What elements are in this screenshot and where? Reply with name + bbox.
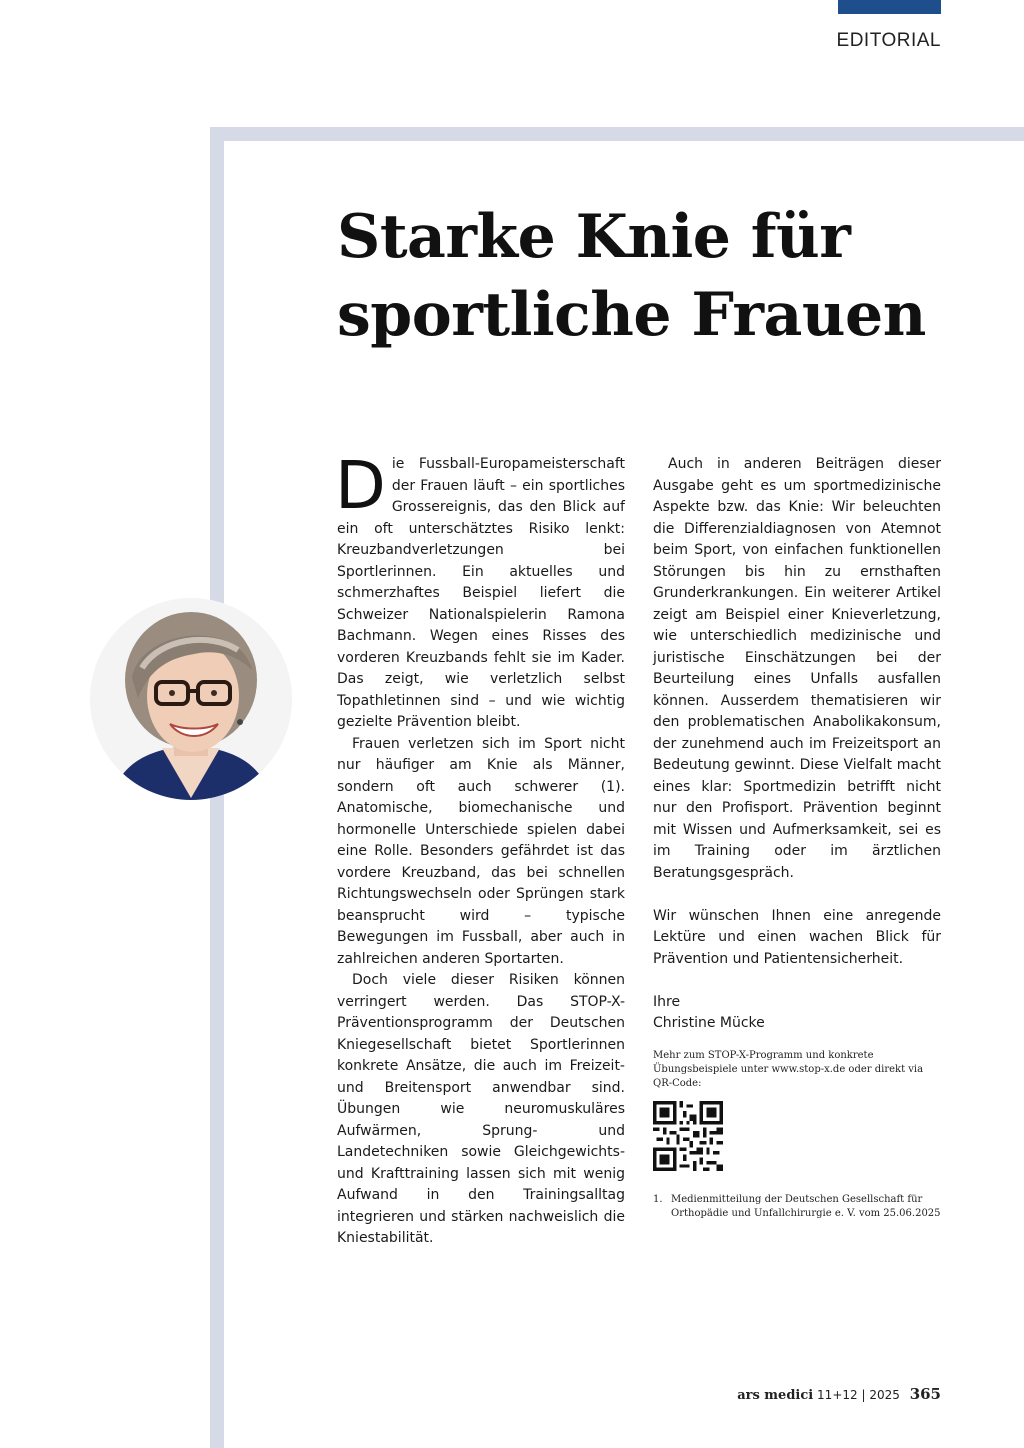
paragraph-4: Auch in anderen Beiträgen dieser Ausgabe geht es um sportmedizinische Aspekte bzw. das Knie: Wir beleuchten die Differenzialdiagnosen von Atemnot beim Sport, von einfachen funktionellen Störungen bis hin zu ernsthaften Grunderkrankungen. Ein weiterer Artikel zeigt am Beispiel einer Knieverletzung, wie unterschiedlich medizinische und juristische Einschätzungen bei der Beurteilung eines Unfalls ausfallen können. Ausserdem thematisieren wir den problematischen Anabolikakonsum, der zunehmend auch im Freizeitsport an Bedeutung gewinnt. Diese Vielfalt macht eines klar: Sportmedizin betrifft nicht nur den Profisport. Prävention beginnt mit Wissen und Aufmerksamkeit, sei es im Training oder im ärztlichen Beratungsgespräch. <box>653 456 941 881</box>
page-footer <box>737 1385 941 1403</box>
article-column-2 <box>653 454 941 1221</box>
footnote <box>653 1193 941 1221</box>
qr-code-icon[interactable] <box>653 1101 723 1171</box>
title-line-2: sportliche Frauen <box>337 280 926 350</box>
article-column-1 <box>335 447 625 1250</box>
paragraph-5: Wir wünschen Ihnen eine anregende Lektüre und einen wachen Blick für Prävention und Patientensicherheit. <box>653 907 941 967</box>
issue-info: 11+12 | 2025 <box>817 1388 900 1402</box>
frame-top-bar <box>210 127 1024 141</box>
article-title <box>337 198 977 354</box>
portrait-illustration <box>90 598 292 800</box>
page-number: 365 <box>909 1385 941 1403</box>
title-line-1: Starke Knie für <box>337 202 851 272</box>
author-portrait <box>90 598 292 800</box>
footnote-text: Medienmitteilung der Deutschen Gesellschaft für Orthopädie und Unfallchirurgie e. V. vom 25.06.2025 <box>671 1193 941 1219</box>
stopx-note: Mehr zum STOP-X-Programm und konkrete Übungsbeispiele unter www.stop-x.de oder direkt via QR-Code: <box>653 1049 924 1089</box>
author-name: Christine Mücke <box>653 1015 765 1031</box>
paragraph-3: Doch viele dieser Risiken können verringert werden. Das STOP-X-Präventionsprogramm der Deutschen Kniegesellschaft bietet Sportlerinnen konkrete Ansätze, die auch im Freizeit- und Breitensport anwendbar sind. Übungen wie neuromuskuläres Aufwärmen, Sprung- und Landetechniken sowie Gleichgewichts- und Krafttraining lassen sich mit wenig Aufwand in den Trainingsalltag integrieren und stärken nachweislich die Kniestabilität. <box>337 972 625 1246</box>
section-label: EDITORIAL <box>836 30 941 51</box>
journal-name: ars medici <box>737 1388 814 1403</box>
paragraph-1-text: ie Fussball-Europameisterschaft der Frauen läuft – ein sportliches Grossereignis, das den Blick auf ein oft unterschätztes Risiko lenkt: Kreuzbandverletzungen bei Sportlerinnen. Ein aktuelles und schmerzhaftes Beispiel liefert die Schweizer Nationalspielerin Ramona Bachmann. Wegen eines Risses des vorderen Kreuzbands fehlt sie im Kader. Das zeigt, wie verletzlich selbst Topathletinnen sind – und wie wichtig gezielte Prävention bleibt. <box>337 456 625 730</box>
paragraph-1 <box>335 447 625 734</box>
closing-salutation: Ihre <box>653 993 681 1010</box>
footnote-number: 1. <box>653 1193 663 1205</box>
drop-cap: D <box>335 447 386 524</box>
paragraph-2: Frauen verletzen sich im Sport nicht nur häufiger am Knie als Männer, sondern oft auch schwerer (1). Anatomische, biomechanische und hormonelle Unterschiede spielen dabei eine Rolle. Besonders gefährdet ist das vordere Kreuzband, das bei schnellen Richtungswechseln oder Sprüngen stark beansprucht wird – typische Bewegungen im Fussball, aber auch in zahlreichen anderen Sportarten. <box>337 735 625 967</box>
top-accent-bar <box>838 0 941 14</box>
